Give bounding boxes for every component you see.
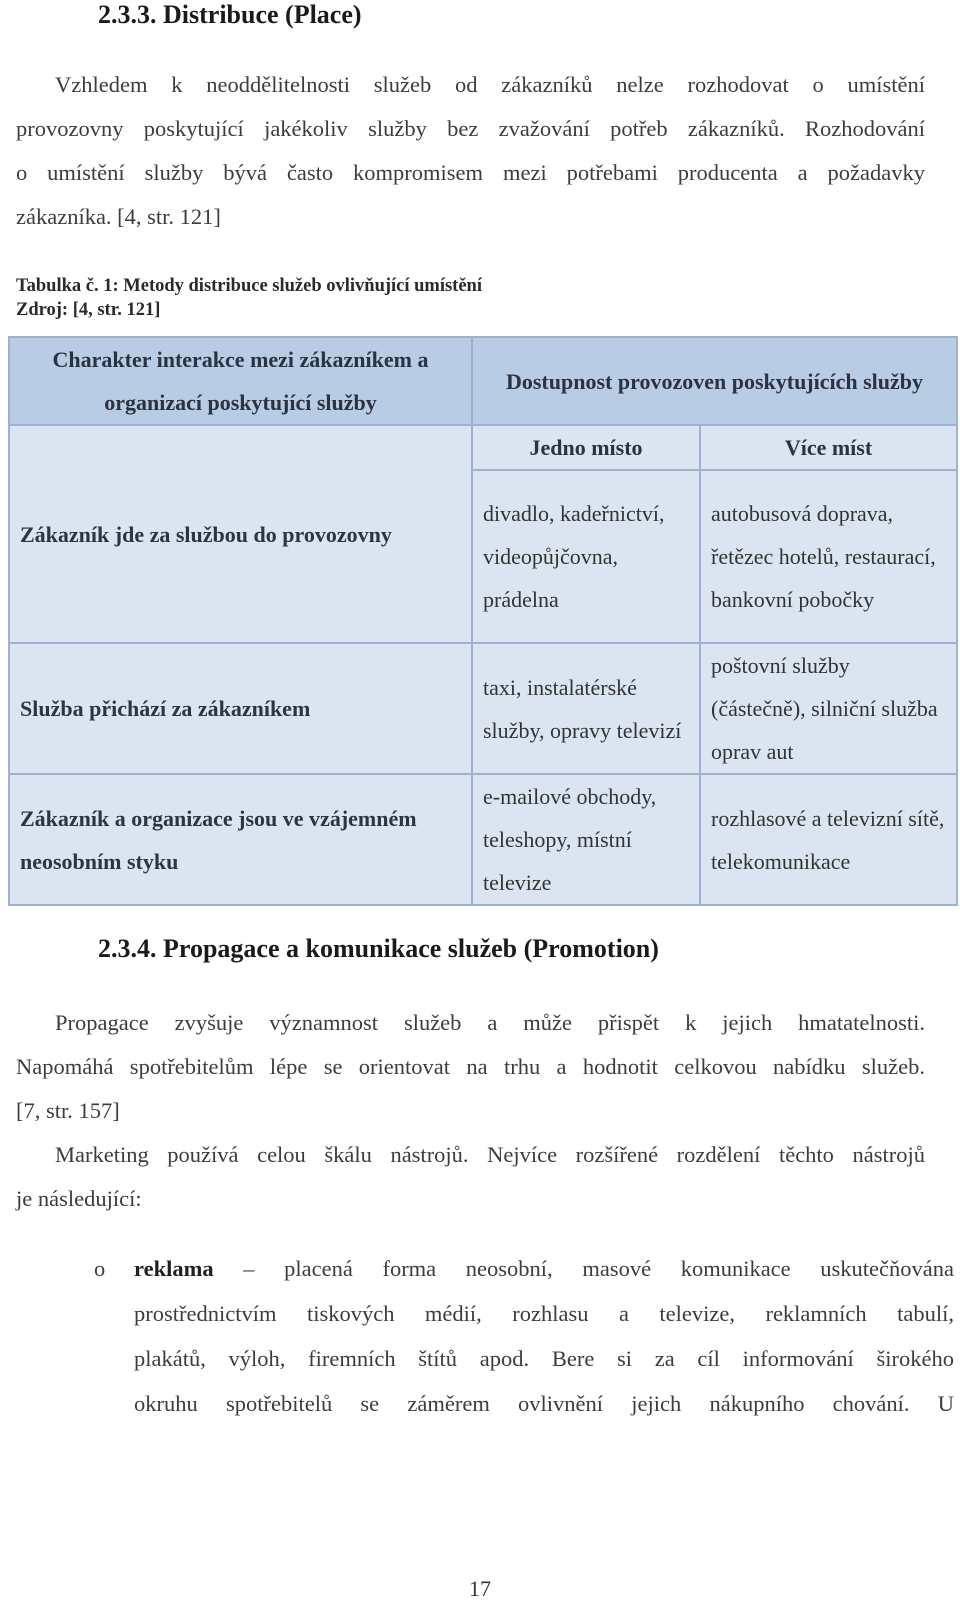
paragraph-line: je následující:: [16, 1186, 142, 1211]
bullet-dash: –: [213, 1256, 285, 1281]
cell-one-place: divadlo, kadeřnictví, videopůjčovna, prádelna: [472, 470, 700, 643]
bullet-first-line: [134, 1246, 954, 1291]
bullet-line: okruhu spotřebitelů se záměrem ovlivnění jejich nákupního chování. U: [134, 1391, 954, 1416]
cell-many-places: poštovní služby (částečně), silniční služba oprav aut: [700, 643, 957, 774]
paragraph-line: zákazníka. [4, str. 121]: [16, 204, 221, 229]
page-number: 17: [469, 1576, 491, 1601]
paragraph-line: [7, str. 157]: [16, 1098, 120, 1123]
distribution-methods-table: [8, 336, 958, 906]
subheader-one-place: Jedno místo: [472, 425, 700, 470]
paragraph-line: Napomáhá spotřebitelům lépe se orientovat na trhu a hodnotit celkovou nabídku služeb.: [16, 1054, 925, 1079]
paragraph-line: provozovny poskytující jakékoliv služby bez zvažování potřeb zákazníků. Rozhodování: [16, 116, 925, 141]
bullet-item-reklama: [134, 1246, 954, 1426]
bullet-line: prostřednictvím tiskových médií, rozhlasu a televize, reklamních tabulí,: [134, 1301, 954, 1326]
paragraph-line: Propagace zvyšuje významnost služeb a může přispět k jejich hmatatelnosti.: [55, 1010, 925, 1035]
paragraph-line: Vzhledem k neoddělitelnosti služeb od zákazníků nelze rozhodovat o umístění: [55, 72, 925, 97]
bullet-term: reklama: [134, 1256, 214, 1281]
section-heading-promotion: 2.3.4. Propagace a komunikace služeb (Promotion): [98, 934, 659, 963]
table-source: Zdroj: [4, str. 121]: [16, 300, 161, 320]
row-label-customer-goes: Zákazník jde za službou do provozovny: [9, 425, 472, 643]
table-caption: Tabulka č. 1: Metody distribuce služeb ovlivňující umístění: [16, 276, 482, 296]
row-label-impersonal: Zákazník a organizace jsou ve vzájemném neosobním styku: [9, 774, 472, 905]
cell-one-place: e-mailové obchody, teleshopy, místní televize: [472, 774, 700, 905]
cell-many-places: autobusová doprava, řetězec hotelů, restaurací, bankovní pobočky: [700, 470, 957, 643]
section-heading-distribution: 2.3.3. Distribuce (Place): [98, 0, 362, 29]
cell-one-place: taxi, instalatérské služby, opravy televizí: [472, 643, 700, 774]
paragraph-line: o umístění služby bývá často kompromisem mezi potřebami producenta a požadavky: [16, 160, 925, 185]
bullet-line: plakátů, výloh, firemních štítů apod. Bere si za cíl informování širokého: [134, 1346, 954, 1371]
table-header-interaction: Charakter interakce mezi zákazníkem a organizací poskytující služby: [9, 337, 472, 425]
bullet-first-text: placená forma neosobní, masové komunikace uskutečňována: [284, 1256, 954, 1281]
cell-many-places: rozhlasové a televizní sítě, telekomunikace: [700, 774, 957, 905]
table-header-availability: Dostupnost provozoven poskytujících služby: [472, 337, 957, 425]
paragraph-line: Marketing používá celou škálu nástrojů. Nejvíce rozšířené rozdělení těchto nástrojů: [55, 1142, 925, 1167]
row-label-service-comes: Služba přichází za zákazníkem: [9, 643, 472, 774]
subheader-many-places: Více míst: [700, 425, 957, 470]
bullet-marker: o: [94, 1256, 106, 1281]
